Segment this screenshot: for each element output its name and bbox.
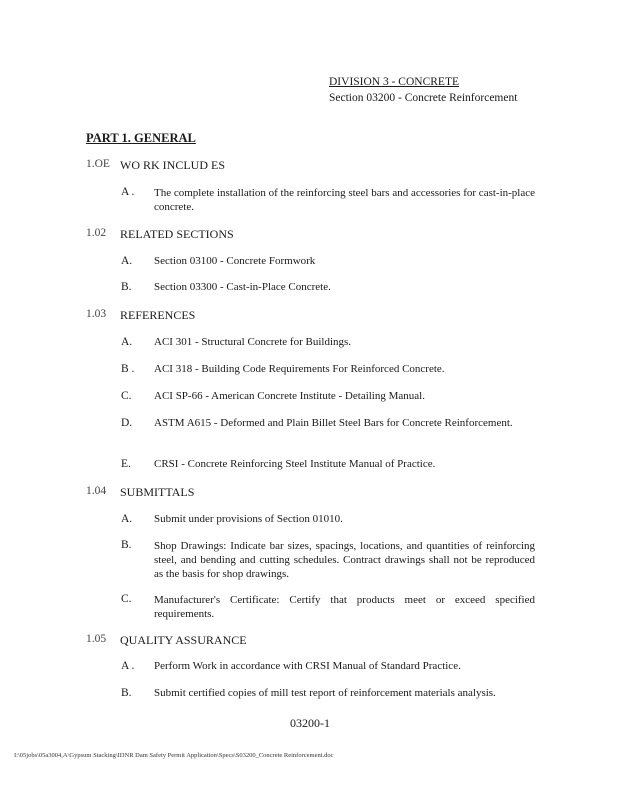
item-text: ACI SP-66 - American Concrete Institute - Detailing Manual. bbox=[154, 390, 425, 402]
item-text: Submit under provisions of Section 01010. bbox=[154, 513, 343, 525]
item-text: Submit certified copies of mill test report of reinforcement materials analysis. bbox=[154, 687, 496, 699]
item-letter: B. bbox=[121, 539, 132, 551]
page-number: 03200-1 bbox=[290, 716, 330, 730]
section-heading: RELATED SECTIONS bbox=[120, 227, 234, 241]
item-letter: A . bbox=[121, 660, 135, 672]
section-heading: REFERENCES bbox=[120, 308, 196, 322]
item-letter: A . bbox=[121, 186, 135, 198]
item-text: ASTM A615 - Deformed and Plain Billet Steel Bars for Concrete Reinforcement. bbox=[154, 417, 513, 429]
item-letter: C. bbox=[121, 390, 132, 402]
item-text: Shop Drawings: Indicate bar sizes, spacings, locations, and quantities of reinforcing steel, and bending and cutting schedules. Contract drawings shall not be reproduced as the basis for shop drawings. bbox=[154, 540, 535, 580]
item-letter: E. bbox=[121, 458, 131, 470]
item-text: Perform Work in accordance with CRSI Manual of Standard Practice. bbox=[154, 660, 461, 672]
item-letter: B . bbox=[121, 363, 135, 375]
section-heading: SUBMITTALS bbox=[120, 485, 195, 499]
item-text: Section 03300 - Cast-in-Place Concrete. bbox=[154, 281, 331, 293]
section-number: 1.03 bbox=[86, 308, 107, 320]
item-letter: B. bbox=[121, 687, 132, 699]
item-letter: A. bbox=[121, 513, 133, 525]
section-number: 1.OE bbox=[86, 158, 110, 170]
footer-file-path: I:\05jobs\05a3004,A\Gypsum Stacking\IDNR Dam Safety Permit Application\Specs\S03200_Concrete Reinforcement.doc bbox=[14, 752, 334, 759]
section-number: 1.05 bbox=[86, 633, 107, 645]
section-number: 1.04 bbox=[86, 485, 107, 497]
part-title: PART 1. GENERAL bbox=[86, 131, 196, 145]
section-heading: QUALITY ASSURANCE bbox=[120, 633, 247, 647]
item-letter: A. bbox=[121, 255, 133, 267]
division-title: DIVISION 3 - CONCRETE bbox=[329, 76, 460, 88]
section-number: 1.02 bbox=[86, 227, 107, 239]
item-letter: B. bbox=[121, 281, 132, 293]
section-heading: WO RK INCLUD ES bbox=[120, 158, 225, 172]
item-text: The complete installation of the reinforcing steel bars and accessories for cast-in-place concrete. bbox=[154, 187, 535, 213]
item-text: ACI 318 - Building Code Requirements For Reinforced Concrete. bbox=[154, 363, 445, 375]
item-letter: D. bbox=[121, 417, 133, 429]
item-text: ACI 301 - Structural Concrete for Buildings. bbox=[154, 336, 352, 348]
item-letter: C. bbox=[121, 593, 132, 605]
item-letter: A. bbox=[121, 336, 133, 348]
section-title: Section 03200 - Concrete Reinforcement bbox=[329, 92, 518, 104]
item-text: Section 03100 - Concrete Formwork bbox=[154, 255, 316, 267]
item-text: CRSI - Concrete Reinforcing Steel Institute Manual of Practice. bbox=[154, 458, 436, 470]
item-text: Manufacturer's Certificate: Certify that products meet or exceed specified requirements. bbox=[154, 594, 535, 620]
